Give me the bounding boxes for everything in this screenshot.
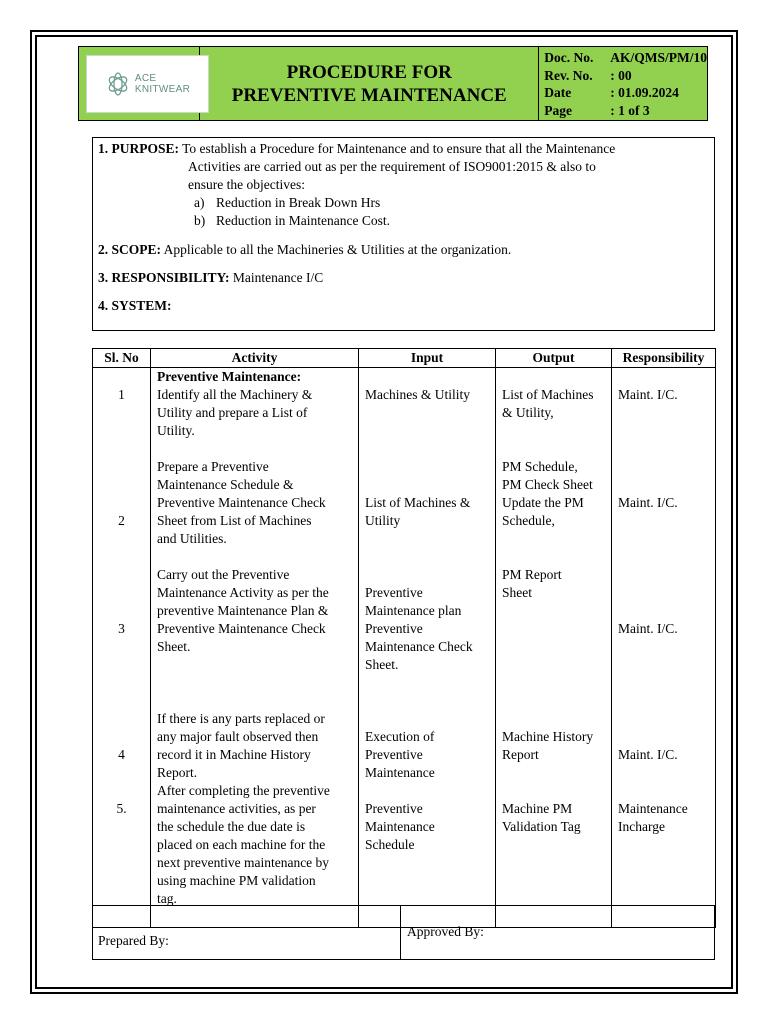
company-logo bbox=[86, 55, 209, 113]
header-input: Input bbox=[359, 349, 496, 368]
output-cell: Machine PM Validation Tag bbox=[496, 782, 612, 928]
output-cell: Machine History Report bbox=[496, 710, 612, 782]
system-line: 4. SYSTEM: bbox=[98, 298, 172, 313]
approved-by-cell bbox=[401, 906, 714, 959]
meta-page: Page : 1 of 3 bbox=[544, 102, 650, 118]
responsibility-line: 3. RESPONSIBILITY: Maintenance I/C bbox=[98, 270, 324, 285]
signoff-box bbox=[92, 905, 715, 960]
logo-line2: KNITWEAR bbox=[134, 84, 191, 95]
sl-cell: 4 bbox=[93, 710, 151, 782]
input-cell: Execution of Preventive Maintenance bbox=[359, 710, 496, 782]
logo-cell bbox=[79, 47, 200, 120]
responsibility-cell: Maint. I/C. bbox=[612, 710, 716, 782]
knot-icon bbox=[105, 69, 131, 99]
document-title bbox=[200, 47, 539, 120]
activity-cell: Prepare a Preventive Maintenance Schedule & Preventive Maintenance Check Sheet from List of Machines and Utilities. bbox=[151, 458, 359, 566]
approved-by-label: Approved By: bbox=[407, 924, 484, 939]
table-row bbox=[93, 710, 716, 782]
scope-line: 2. SCOPE: Applicable to all the Machineries & Utilities at the organization. bbox=[98, 242, 512, 257]
header-responsibility: Responsibility bbox=[612, 349, 716, 368]
prepared-by-label: Prepared By: bbox=[98, 933, 169, 948]
sl-cell: 3 bbox=[93, 566, 151, 710]
output-cell: List of Machines & Utility, bbox=[496, 368, 612, 458]
header-output: Output bbox=[496, 349, 612, 368]
logo-line1: ACE bbox=[134, 73, 157, 84]
sl-cell: 2 bbox=[93, 458, 151, 566]
table-row bbox=[93, 566, 716, 710]
responsibility-cell: Maint. I/C. bbox=[612, 458, 716, 566]
activity-cell: If there is any parts replaced or any major fault observed then record it in Machine History Report. bbox=[151, 710, 359, 782]
prepared-by-cell bbox=[93, 906, 401, 959]
header-activity: Activity bbox=[151, 349, 359, 368]
objective-item: a) Reduction in Break Down Hrs bbox=[194, 195, 381, 210]
document-header bbox=[78, 46, 708, 121]
input-cell: Preventive Maintenance plan Preventive Maintenance Check Sheet. bbox=[359, 566, 496, 710]
activity-cell: Preventive Maintenance: Identify all the Machinery & Utility and prepare a List of Utility. bbox=[151, 368, 359, 458]
meta-rev-no: Rev. No. : 00 bbox=[544, 67, 632, 83]
input-cell: Machines & Utility bbox=[359, 368, 496, 458]
output-cell: PM Schedule, PM Check Sheet Update the PM Schedule, bbox=[496, 458, 612, 566]
title-line2: PREVENTIVE MAINTENANCE bbox=[231, 84, 507, 106]
logo-text bbox=[135, 73, 190, 95]
objective-item: b) Reduction in Maintenance Cost. bbox=[194, 213, 390, 228]
input-cell: List of Machines & Utility bbox=[359, 458, 496, 566]
activity-table bbox=[92, 348, 716, 928]
purpose-section bbox=[92, 137, 715, 331]
activity-cell: Carry out the Preventive Maintenance Activity as per the preventive Maintenance Plan & Preventive Maintenance Check Sheet. bbox=[151, 566, 359, 710]
meta-date: Date : 01.09.2024 bbox=[544, 85, 679, 100]
responsibility-cell: Maint. I/C. bbox=[612, 566, 716, 710]
input-cell: Preventive Maintenance Schedule bbox=[359, 782, 496, 928]
title-line1: PROCEDURE FOR bbox=[286, 61, 452, 83]
header-sl-no: Sl. No bbox=[93, 349, 151, 368]
table-row bbox=[93, 368, 716, 458]
purpose-line1: 1. PURPOSE: To establish a Procedure for Maintenance and to ensure that all the Maintenance bbox=[98, 141, 616, 156]
meta-doc-no: Doc. No. AK/QMS/PM/10 bbox=[544, 50, 707, 65]
purpose-line2: Activities are carried out as per the requirement of ISO9001:2015 & also to bbox=[188, 159, 596, 174]
table-header-row bbox=[93, 349, 716, 368]
purpose-line3: ensure the objectives: bbox=[188, 177, 305, 192]
sl-cell: 5. bbox=[93, 782, 151, 928]
responsibility-cell: Maintenance Incharge bbox=[612, 782, 716, 928]
responsibility-cell: Maint. I/C. bbox=[612, 368, 716, 458]
sl-cell: 1 bbox=[93, 368, 151, 458]
output-cell: PM Report Sheet bbox=[496, 566, 612, 710]
activity-cell: After completing the preventive maintenance activities, as per the schedule the due date is placed on each machine for the next preventive maintenance by using machine PM validation tag. bbox=[151, 782, 359, 928]
document-meta bbox=[539, 47, 707, 120]
table-row bbox=[93, 458, 716, 566]
